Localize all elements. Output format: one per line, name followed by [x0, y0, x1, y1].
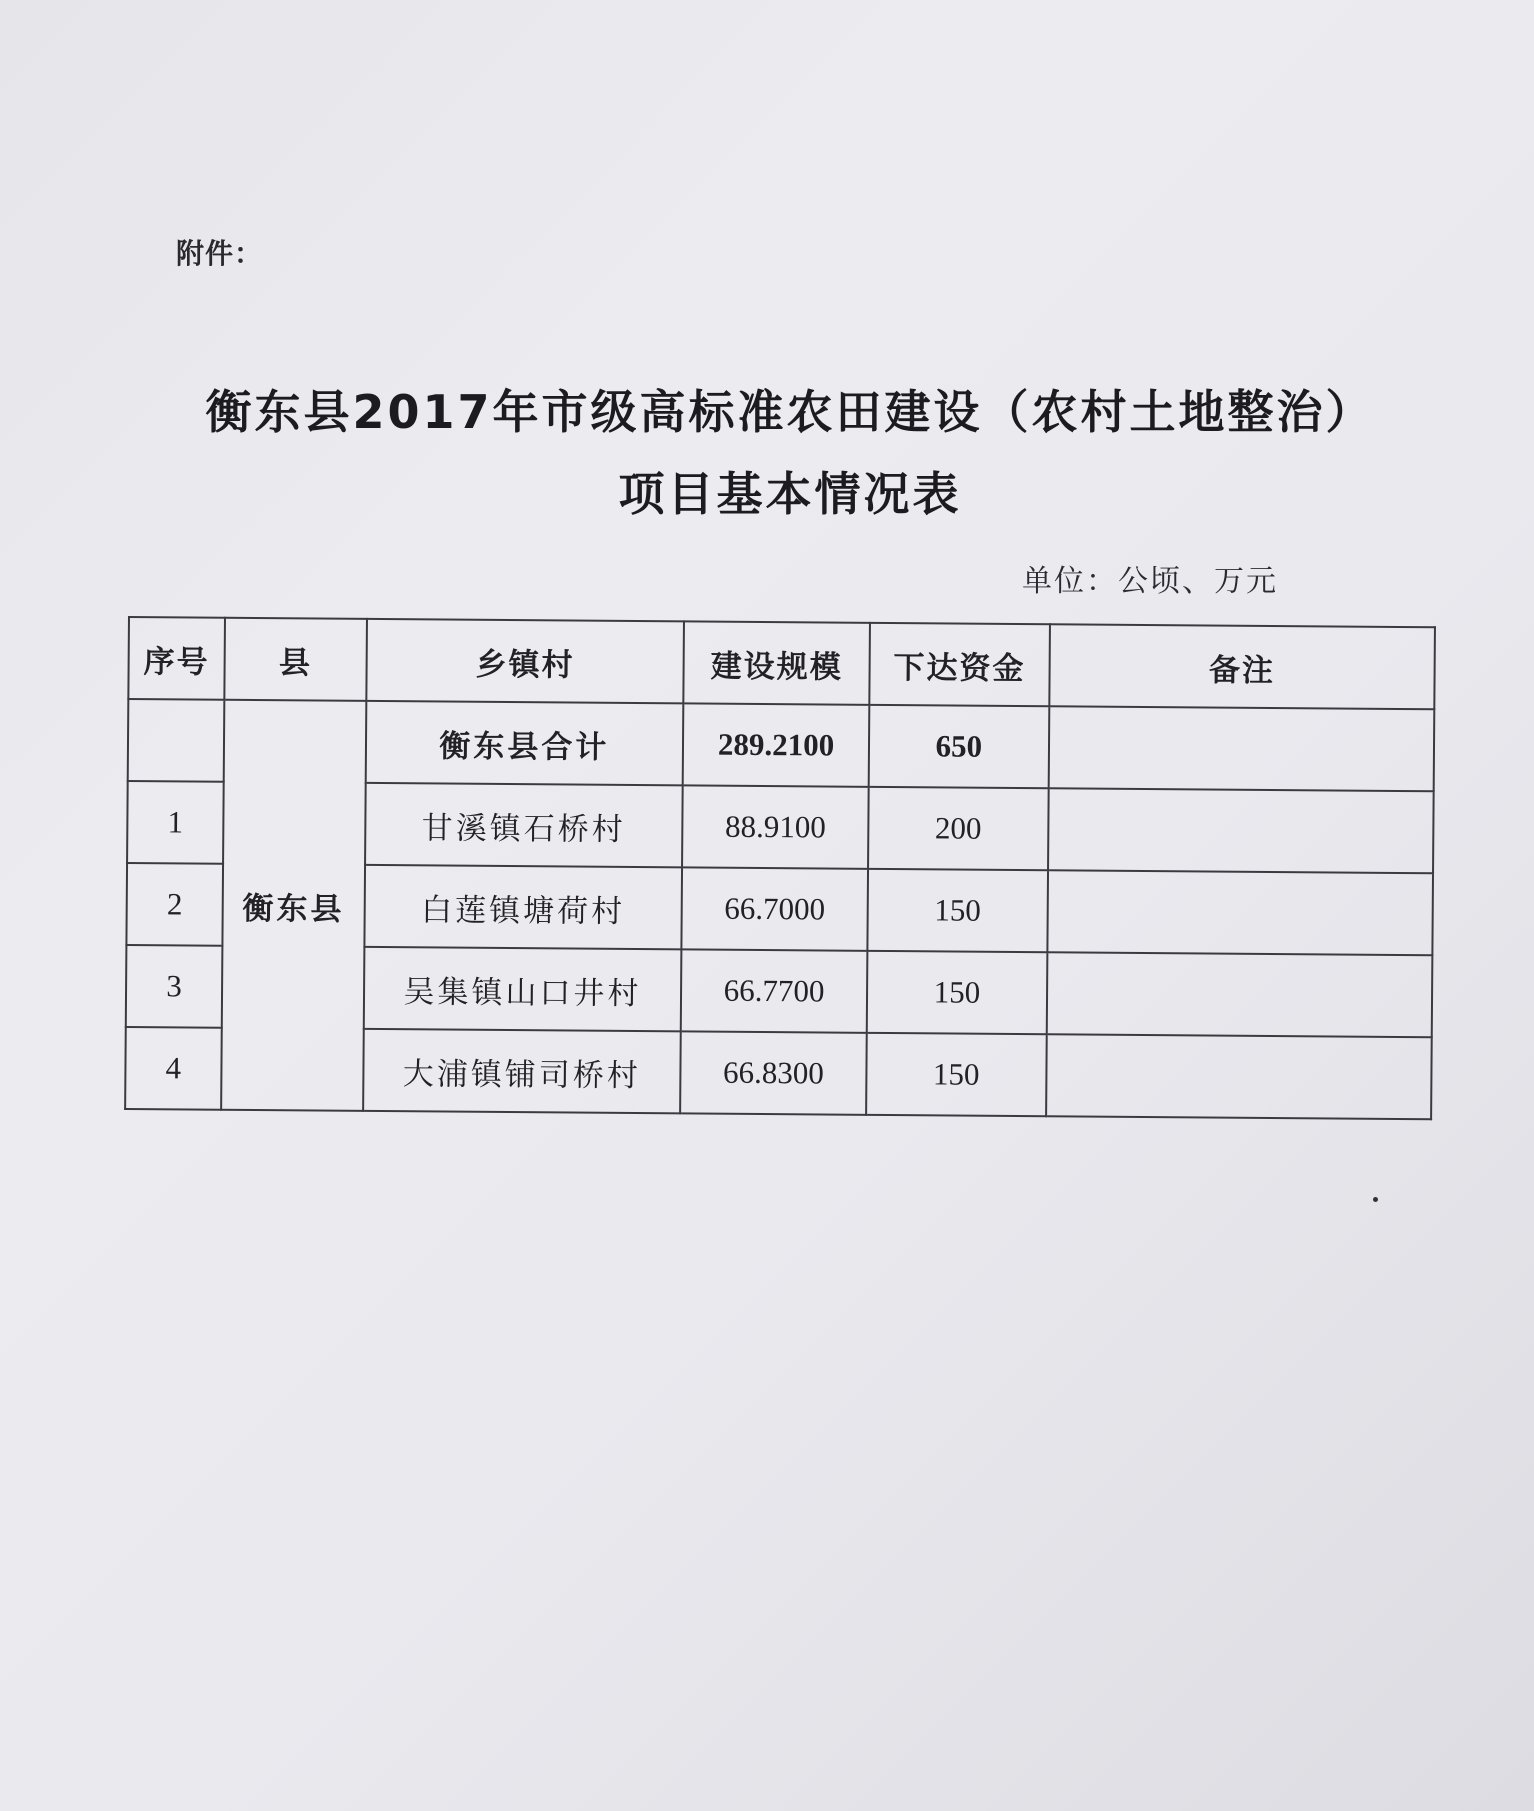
village-cell: 甘溪镇石桥村 — [365, 783, 683, 867]
note-cell — [1046, 952, 1432, 1037]
county-cell: 衡东县 — [221, 700, 366, 1111]
scale-cell: 66.7700 — [681, 949, 868, 1032]
seq-cell: 1 — [127, 781, 224, 864]
document-title-line2: 项目基本情况表 — [618, 467, 962, 521]
attachment-label: 附件： — [176, 237, 264, 270]
fund-cell: 200 — [868, 787, 1048, 870]
scale-cell: 66.8300 — [680, 1031, 867, 1114]
header-village: 乡镇村 — [366, 619, 684, 703]
scale-cell: 88.9100 — [682, 785, 869, 868]
table-row-total — [128, 699, 1435, 791]
village-cell: 白莲镇塘荷村 — [364, 865, 682, 949]
header-note: 备注 — [1049, 624, 1435, 709]
scale-cell: 66.7000 — [681, 867, 868, 950]
project-table — [124, 616, 1436, 1120]
seq-cell: 3 — [126, 945, 223, 1028]
seq-cell: 4 — [125, 1027, 222, 1110]
header-scale: 建设规模 — [683, 621, 870, 704]
total-village-cell: 衡东县合计 — [365, 701, 683, 785]
fund-cell: 150 — [866, 1033, 1046, 1116]
fund-cell: 150 — [867, 951, 1047, 1034]
header-county: 县 — [224, 618, 366, 701]
unit-note: 单位：公顷、万元 — [1022, 564, 1278, 599]
paper-speck — [1373, 1197, 1378, 1202]
fund-cell: 150 — [867, 869, 1047, 952]
seq-cell: 2 — [126, 863, 223, 946]
total-fund-cell: 650 — [869, 705, 1049, 788]
total-scale-cell: 289.2100 — [683, 703, 870, 786]
table-header-row — [128, 617, 1435, 709]
header-seq: 序号 — [128, 617, 225, 700]
note-cell — [1046, 1034, 1432, 1119]
note-cell — [1048, 788, 1434, 873]
total-note-cell — [1048, 706, 1434, 791]
note-cell — [1047, 870, 1433, 955]
total-seq-cell — [128, 699, 225, 782]
document-title-line1: 衡东县2017年市级高标准农田建设（农村土地整治） — [205, 385, 1375, 439]
village-cell: 大浦镇铺司桥村 — [363, 1029, 681, 1113]
village-cell: 吴集镇山口井村 — [363, 947, 681, 1031]
header-fund: 下达资金 — [869, 623, 1049, 706]
